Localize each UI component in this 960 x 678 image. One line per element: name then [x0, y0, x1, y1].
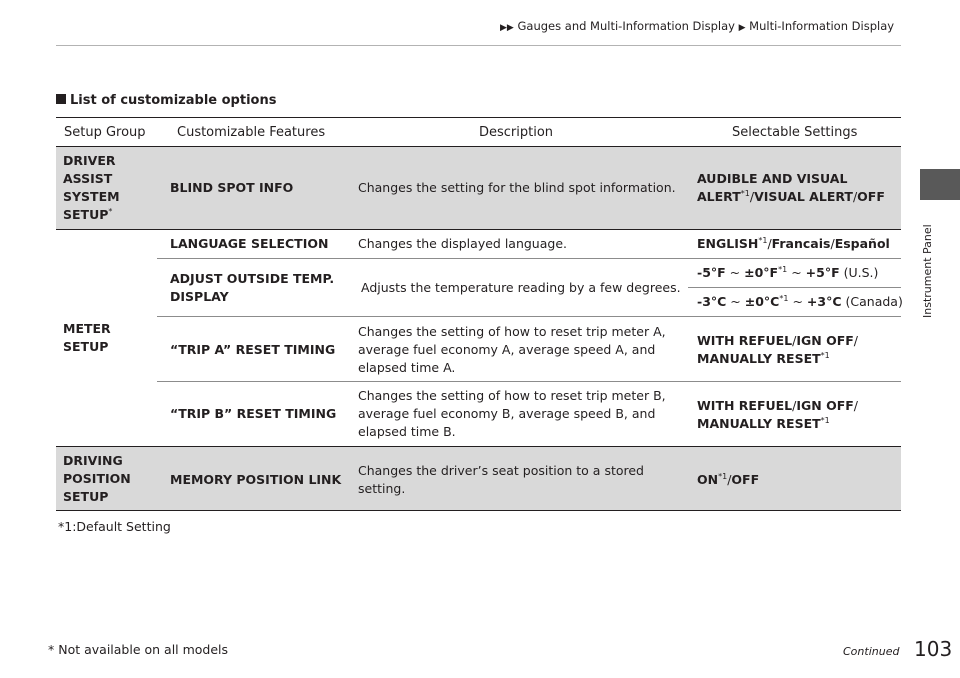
feature-blind-spot-info: BLIND SPOT INFO [170, 180, 294, 195]
desc-blind-spot-info: Changes the setting for the blind spot information. [358, 180, 676, 195]
breadcrumb-part1: Gauges and Multi-Information Display [517, 19, 735, 33]
breadcrumb [500, 19, 894, 33]
settings-trip-b-reset-timing: WITH REFUEL/IGN OFF/ MANUALLY RESET$^{*1}$ [697, 398, 859, 431]
feature-language-selection: LANGUAGE SELECTION [170, 236, 329, 251]
settings-trip-a-reset-timing: WITH REFUEL/IGN OFF/ MANUALLY RESET$^{*1}$ [697, 333, 859, 366]
desc-trip-a-reset-timing: Changes the setting of how to reset trip meter A, average fuel economy A, average speed A, and elapsed time A. [358, 324, 666, 375]
continued-label: Continued [843, 645, 900, 658]
row-rule [56, 229, 901, 230]
row-rule [157, 258, 901, 259]
feature-adjust-outside-temp: ADJUST OUTSIDE TEMP. DISPLAY [170, 271, 335, 304]
row-rule [157, 381, 901, 382]
chapter-tab-marker [920, 169, 960, 200]
row-rule [688, 287, 901, 288]
row-rule [157, 316, 901, 317]
chapter-tab-label: Instrument Panel [921, 224, 934, 318]
desc-trip-b-reset-timing: Changes the setting of how to reset trip meter B, average fuel economy B, average speed B, and elapsed time B. [358, 388, 666, 439]
page-number: 103 [914, 637, 953, 661]
section-title: List of customizable options [56, 93, 276, 108]
header-setup-group: Setup Group [64, 125, 146, 140]
double-arrow-icon: ▶▶ [500, 23, 514, 33]
feature-trip-b-reset-timing: “TRIP B” RESET TIMING [170, 406, 337, 421]
settings-blind-spot-info: AUDIBLE AND VISUAL ALERT$^{*1}$/VISUAL ALERT/OFF [697, 171, 885, 204]
table-top-rule [56, 117, 901, 118]
desc-memory-position-link: Changes the driver’s seat position to a stored setting. [358, 463, 644, 496]
group-driving-position-setup: DRIVING POSITION SETUP [63, 453, 131, 504]
settings-memory-position-link: ON$^{*1}$/OFF [697, 472, 760, 487]
settings-temp-canada: -3°C ~ $\pm 0^\circ C^{*1}$ ~ +3°C (Canada) [697, 294, 903, 309]
table-bottom-rule [56, 510, 901, 511]
desc-language-selection: Changes the displayed language. [358, 236, 567, 251]
header-rule [56, 45, 901, 46]
feature-memory-position-link: MEMORY POSITION LINK [170, 472, 342, 487]
default-setting-footnote: *1:Default Setting [58, 519, 171, 534]
desc-adjust-outside-temp: Adjusts the temperature reading by a few degrees. [361, 280, 681, 295]
settings-temp-us: -5°F ~ $\pm 0^\circ F^{*1}$ ~ +5°F (U.S.) [697, 265, 879, 280]
settings-language-selection: ENGLISH$^{*1}$/Francais/Español [697, 236, 890, 251]
arrow-icon: ▶ [738, 23, 746, 33]
header-selectable-settings: Selectable Settings [732, 125, 858, 140]
header-description: Description [479, 125, 554, 140]
square-bullet-icon [56, 94, 66, 104]
feature-trip-a-reset-timing: “TRIP A” RESET TIMING [170, 342, 336, 357]
availability-note: * Not available on all models [48, 642, 229, 657]
header-customizable-features: Customizable Features [177, 125, 326, 140]
group-driver-assist: DRIVER ASSIST SYSTEM SETUP* [63, 153, 120, 222]
breadcrumb-part2: Multi-Information Display [749, 19, 895, 33]
group-meter-setup: METER SETUP [63, 321, 111, 354]
